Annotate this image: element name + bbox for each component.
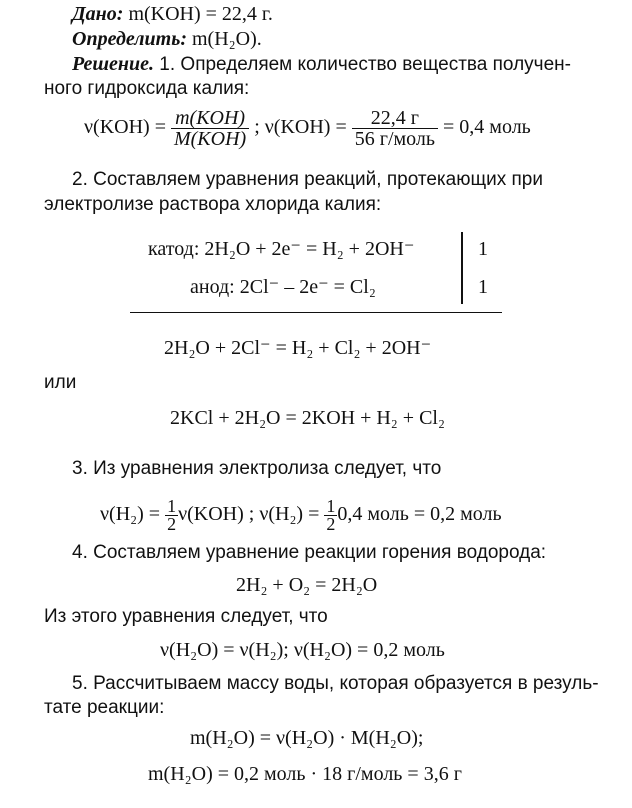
find-value: m(H₂O). xyxy=(192,28,262,50)
anode-label: анод: xyxy=(190,276,235,298)
given-label: Дано: xyxy=(72,3,124,25)
eq3-fraction xyxy=(165,495,178,534)
equation-6: m(H₂O) = ν(H₂O) · M(H₂O); xyxy=(190,727,424,749)
equation-4: 2H₂ + O₂ = 2H₂O xyxy=(236,574,378,596)
step1-text: 1. Определяем количество вещества получен- xyxy=(159,54,571,75)
eq3-lhs2: ν(H₂) = xyxy=(259,503,320,525)
anode-eq: 2Cl⁻ – 2e⁻ = Cl₂ xyxy=(239,276,376,298)
equation-3 xyxy=(100,494,502,534)
eq3-numerator2: 1 xyxy=(326,495,336,516)
find-label: Определить: xyxy=(72,28,187,50)
eq1-numerator2: 22,4 г xyxy=(352,108,438,129)
eq1-lhs: ν(KOH) = xyxy=(84,116,166,138)
step3-text: 3. Из уравнения электролиза следует, что xyxy=(72,458,442,479)
step2-line1: 2. Составляем уравнения реакций, протекающих при xyxy=(72,169,543,190)
step5-line1: 5. Рассчитываем массу воды, которая образуется в резуль- xyxy=(72,673,599,694)
given-line xyxy=(72,3,273,25)
eq1-numerator: m(KOH) xyxy=(171,108,249,129)
equation-7: m(H₂O) = 0,2 моль · 18 г/моль = 3,6 г xyxy=(148,763,462,785)
overall-equation: 2KCl + 2H₂O = 2KOH + H₂ + Cl₂ xyxy=(170,407,445,429)
follows-text: Из этого уравнения следует, что xyxy=(44,606,328,627)
eq1-denominator: M(KOH) xyxy=(173,127,247,150)
or-text: или xyxy=(44,372,77,393)
step5-line2: тате реакции: xyxy=(44,697,165,718)
eq1-lhs2: ν(KOH) = xyxy=(264,116,347,138)
step1-line2: ного гидроксида калия: xyxy=(44,78,250,99)
eq1-fraction xyxy=(171,108,249,149)
cathode-equation xyxy=(148,238,414,260)
eq3-numerator: 1 xyxy=(167,495,177,516)
given-value: m(KOH) = 22,4 г. xyxy=(128,3,273,25)
cathode-eq: 2H₂O + 2e⁻ = H₂ + 2OH⁻ xyxy=(204,238,415,260)
solution-label: Решение. xyxy=(72,53,155,75)
step4-text: 4. Составляем уравнение реакции горения водорода: xyxy=(72,542,547,563)
summation-line xyxy=(130,312,502,313)
find-line xyxy=(72,28,262,50)
coefficient-divider xyxy=(461,232,463,304)
eq3-denominator: 2 xyxy=(167,513,177,534)
step1-line1 xyxy=(72,53,571,76)
eq1-separator: ; xyxy=(254,116,260,138)
eq3-rhs: ν(KOH) ; xyxy=(178,503,255,525)
cathode-label: катод: xyxy=(148,238,200,260)
eq3-rhs2: 0,4 моль = 0,2 моль xyxy=(337,503,502,525)
eq1-fraction2 xyxy=(352,108,438,149)
eq3-denominator2: 2 xyxy=(326,513,336,534)
cathode-coefficient: 1 xyxy=(478,238,488,260)
anode-coefficient: 1 xyxy=(478,276,488,298)
equation-5: ν(H₂O) = ν(H₂); ν(H₂O) = 0,2 моль xyxy=(160,639,445,661)
eq1-denominator2: 56 г/моль xyxy=(354,127,436,150)
equation-1 xyxy=(84,104,531,150)
sum-equation: 2H₂O + 2Cl⁻ = H₂ + Cl₂ + 2OH⁻ xyxy=(164,337,432,359)
eq1-result: = 0,4 моль xyxy=(443,116,531,138)
eq3-lhs: ν(H₂) = xyxy=(100,503,161,525)
step2-line2: электролизе раствора хлорида калия: xyxy=(44,194,382,215)
anode-equation xyxy=(190,276,376,298)
eq3-fraction2 xyxy=(324,495,337,534)
